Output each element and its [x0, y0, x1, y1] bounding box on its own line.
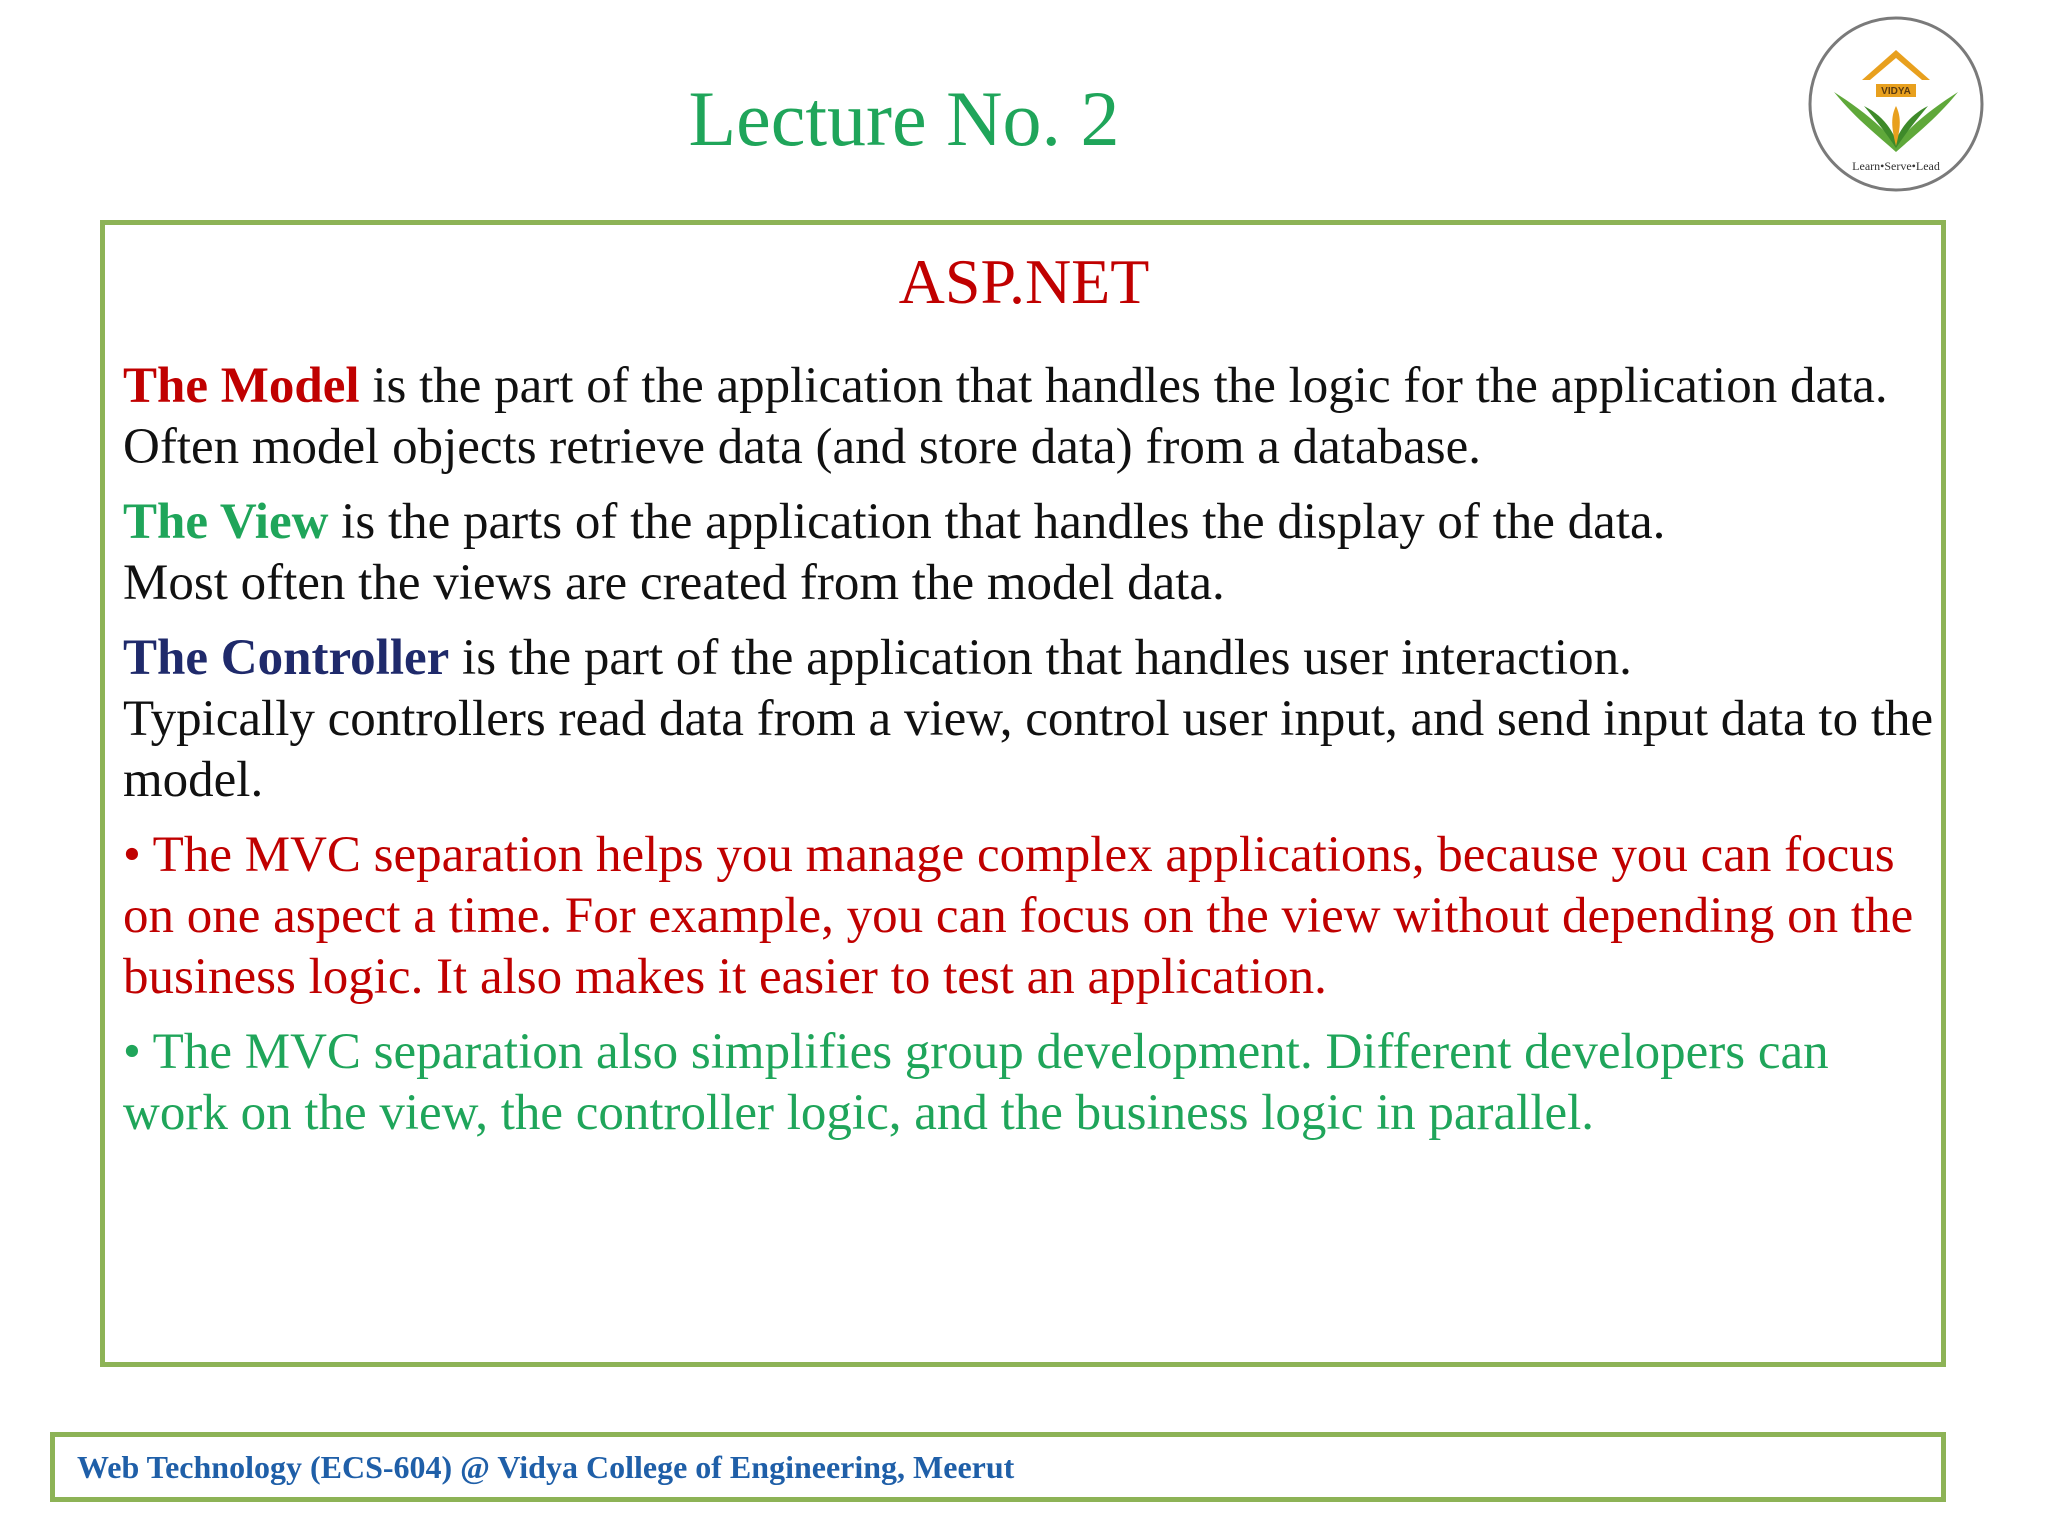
- logo-tagline: Learn•Serve•Lead: [1852, 159, 1940, 173]
- college-logo: [1806, 14, 1986, 194]
- footer-course-text: Web Technology (ECS-604) @ Vidya College of Engineering, Meerut: [77, 1449, 1015, 1485]
- controller-text: is the part of the application that handles user interaction.: [449, 630, 1632, 686]
- view-detail: Most often the views are created from the model data.: [123, 555, 1225, 611]
- bullet-item-mvc-group-development: • The MVC separation also simplifies group development. Different developers can work on the view, the controller logic, and the business logic in parallel.: [123, 1024, 1829, 1141]
- slide-body: [123, 356, 1943, 1158]
- slide-heading: ASP.NET: [898, 246, 1150, 317]
- vidya-logo-icon: [1806, 14, 1986, 194]
- lecture-title: Lecture No. 2: [688, 75, 1120, 162]
- footer-bar: [50, 1432, 1946, 1502]
- model-term: The Model: [123, 358, 360, 414]
- model-detail: Often model objects retrieve data (and store data) from a database.: [123, 419, 1481, 475]
- bullet-item-mvc-complexity: • The MVC separation helps you manage complex applications, because you can focus on one aspect a time. For example, you can focus on the view without depending on the business logic. It also makes it easier to test an application.: [123, 827, 1914, 1005]
- view-paragraph: [123, 492, 1943, 553]
- view-text: is the parts of the application that handles the display of the data.: [328, 494, 1666, 550]
- controller-term: The Controller: [123, 630, 450, 686]
- logo-badge-text: VIDYA: [1881, 86, 1911, 97]
- model-paragraph: [123, 356, 1943, 417]
- view-term: The View: [123, 494, 329, 550]
- model-text: is the part of the application that handles the logic for the application data.: [359, 358, 1888, 414]
- controller-paragraph: [123, 628, 1943, 689]
- controller-detail: Typically controllers read data from a view, control user input, and send input data to the model.: [123, 691, 1934, 808]
